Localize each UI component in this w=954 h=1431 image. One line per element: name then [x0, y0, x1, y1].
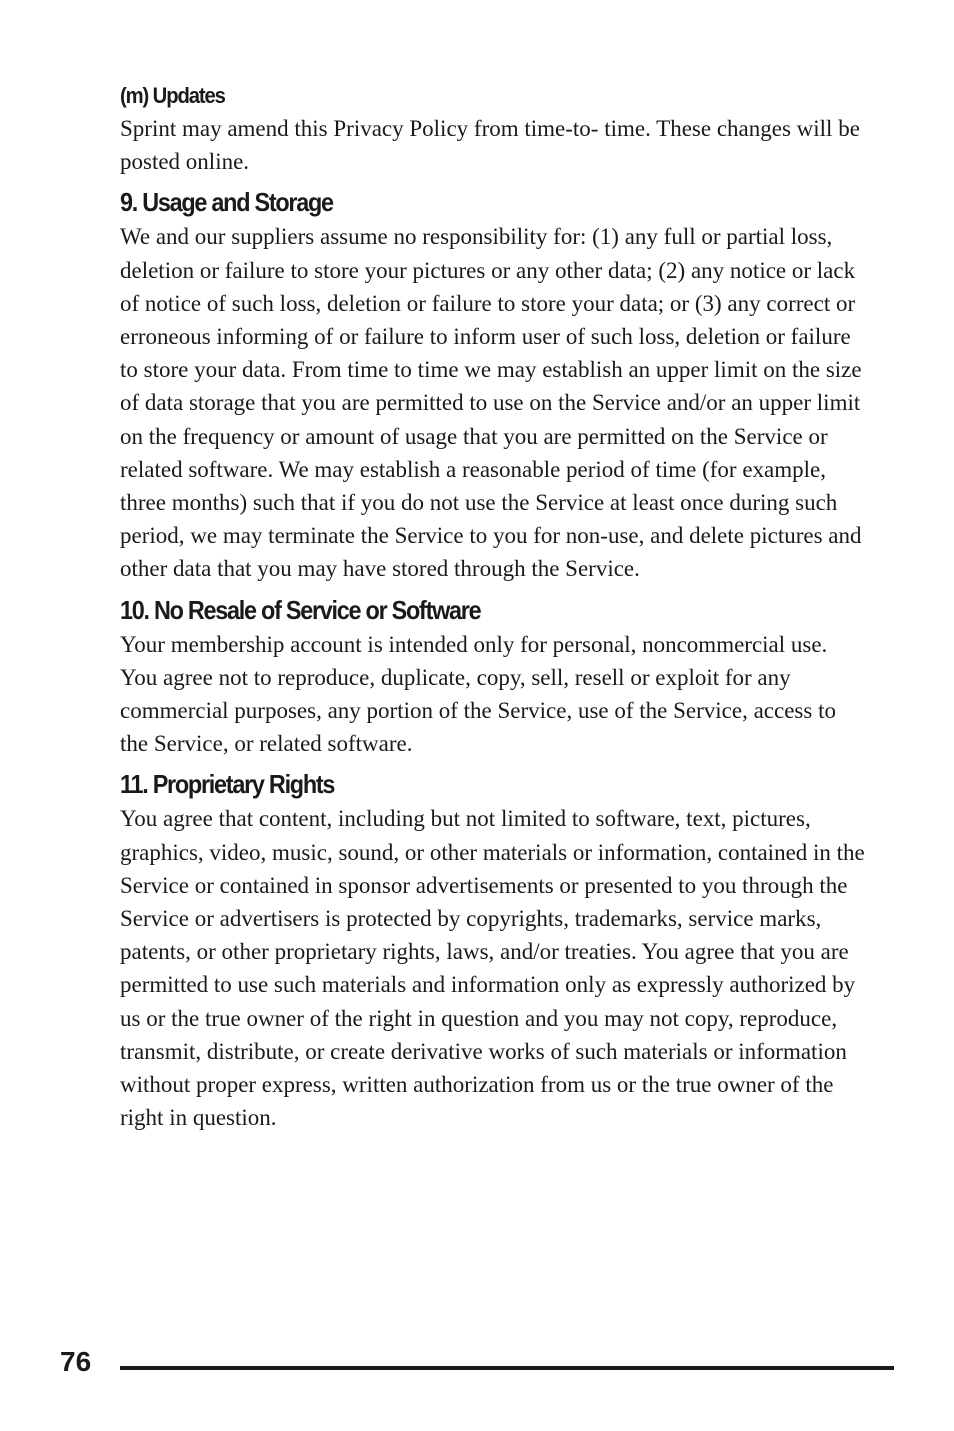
updates-body: Sprint may amend this Privacy Policy from time-to- time. These changes will be posted online.: [120, 116, 860, 175]
no-resale-heading: 10. No Resale of Service or Software: [120, 594, 481, 625]
page-content: [120, 80, 865, 1134]
usage-storage-body: We and our suppliers assume no responsibility for: (1) any full or partial loss, deletion or failure to store your pictures or any other data; (2) any notice or lack of notice of such loss, deletion or failure to store your data; or (3) any correct or erroneous informing of or failure to inform user of such loss, deletion or failure to store your data. From time to time we may establish an upper limit on the size of data storage that you are permitted to use on the Service and/or an upper limit on the frequency or amount of usage that you are permitted on the Service or related software. We may establish a reasonable period of time (for example, three months) such that if you do not use the Service at least once during such period, we may terminate the Service to you for non-use, and delete pictures and other data that you may have stored through the Service.: [120, 224, 862, 582]
page-number: 76: [60, 1346, 92, 1377]
proprietary-rights-heading: 11. Proprietary Rights: [120, 769, 335, 800]
no-resale-body: Your membership account is intended only for personal, noncommercial use. You agree not to reproduce, duplicate, copy, sell, resell or exploit for any commercial purposes, any portion of the Service, use of the Service, access to the Service, or related software.: [120, 631, 836, 757]
usage-storage-heading: 9. Usage and Storage: [120, 187, 333, 218]
proprietary-rights-body: You agree that content, including but not limited to software, text, pictures, graphics, video, music, sound, or other materials or information, contained in the Service or contained in sponsor advertisements or presented to you through the Service or advertisers is protected by copyrights, trademarks, service marks, patents, or other proprietary rights, laws, and/or treaties. You agree that you are permitted to use such materials and information only as expressly authorized by us or the true owner of the right in question and you may not copy, reproduce, transmit, distribute, or create derivative works of such materials or information without proper express, written authorization from us or the true owner of the right in question.: [120, 806, 865, 1131]
updates-heading: (m) Updates: [120, 83, 225, 108]
footer-rule: [120, 1366, 894, 1370]
page-footer: [60, 1342, 894, 1382]
